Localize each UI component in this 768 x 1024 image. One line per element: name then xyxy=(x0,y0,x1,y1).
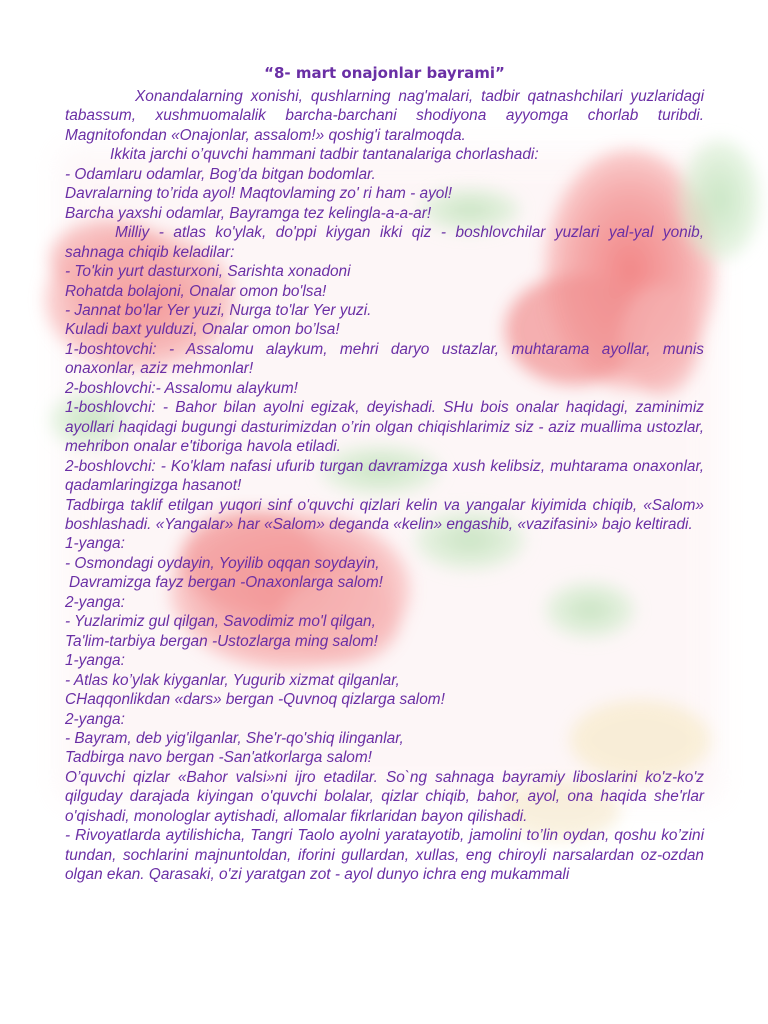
paragraph-heralds: Ikkita jarchi o’quvchi hammani tadbir tantanalariga chorlashadi: xyxy=(110,146,539,164)
salom-verse xyxy=(65,534,704,767)
verse-line: - Odamlaru odamlar, Bog’da bitgan bodomlar. xyxy=(65,165,376,183)
document-body xyxy=(65,62,704,885)
paragraph-legend: - Rivoyatlarda aytilishicha, Tangri Taolo ayolni yaratayotib, jamolini to’lin oydan, qoshu ko’zini tundan, sochlarini majnuntoldan, iforini gullardan, xullas, eng chiroyli narsalardan oz-ozdan olgan ekan. Qarasaki, o'zi yaratgan zot - ayol dunyo ichra eng mukammali xyxy=(65,827,704,884)
verse-line: Ta'lim-tarbiya bergan -Ustozlarga ming salom! xyxy=(65,632,378,650)
speaker-label: 1-yanga: xyxy=(65,652,125,670)
speaker-label: 2-yanga: xyxy=(65,710,125,728)
paragraph-host-2b: 2-boshlovchi: - Ko'klam nafasi ufurib turgan davramizga xush kelibsiz, muhtarama onaxonlar, qadamlaringizga hasanot! xyxy=(65,457,704,495)
paragraph-waltz: O’quvchi qizlar «Bahor valsi»ni ijro etadilar. So`ng sahnaga bayramiy liboslarini ko'z-ko'z qilguday darajada kiyingan o'quvchi bolalar, qizlar chiqib, bahor, ayol, ona haqida she'rlar o'qishadi, monologlar aytishadi, allomalar fikrlaridan bayon qilishadi. xyxy=(65,768,704,825)
verse-line: - Osmondagi oydayin, Yoyilib oqqan soydayin, xyxy=(65,554,380,572)
verse-line: Tadbirga navo bergan -San'atkorlarga salom! xyxy=(65,749,372,767)
verse-line: Barcha yaxshi odamlar, Bayramga tez kelingla-a-a-ar! xyxy=(65,204,432,222)
verse-line: - Jannat bo'lar Yer yuzi, Nurga to'lar Yer yuzi. xyxy=(65,301,372,319)
verse-line: - Yuzlarimiz gul qilgan, Savodimiz mo'l qilgan, xyxy=(65,613,376,631)
speaker-label: 2-yanga: xyxy=(65,593,125,611)
paragraph-host-1b: 1-boshlovchi: - Bahor bilan ayolni egizak, deyishadi. SHu bois onalar haqidagi, zaminimiz ayollari haqidagi bugungi dasturimizdan o’rin olgan chiqishlarimiz siz - aziz muallima ustozlar, mehribon onalar e'tiboriga havola etiladi. xyxy=(65,399,704,456)
paragraph-salom: Tadbirga taklif etilgan yuqori sinf o'quvchi qizlari kelin va yangalar kiyimida chiqib, «Salom» boshlashadi. «Yangalar» har «Salom» deganda «kelin» engashib, «vazifasini» bajo keltiradi. xyxy=(65,496,704,533)
verse-line: CHaqqonlikdan «dars» bergan -Quvnoq qizlarga salom! xyxy=(65,691,445,709)
verse-line: Rohatda bolajoni, Onalar omon bo'lsa! xyxy=(65,282,327,300)
paragraph-host-1: 1-boshtovchi: - Assalomu alaykum, mehri daryo ustazlar, muhtarama ayollar, munis onaxonlar, aziz mehmonlar! xyxy=(65,340,704,378)
hosts-verse xyxy=(65,262,704,340)
herald-verse xyxy=(65,165,704,223)
paragraph-host-2: 2-boshlovchi:- Assalomu alaykum! xyxy=(65,379,298,397)
paragraph-intro: Xonandalarning xonishi, qushlarning nag'malari, tadbir qatnashchilari yuzlaridagi tabassum, xushmuomalalik barcha-barchani shodiyona ayyomga chorlab turibdi. Magnitofondan «Onajonlar, assalom!» qoshig'i taralmoqda. xyxy=(65,88,704,144)
verse-line: - To'kin yurt dasturxoni, Sarishta xonadoni xyxy=(65,263,351,281)
verse-line: Davralarning to’rida ayol! Maqtovlaming zo' ri ham - ayol! xyxy=(65,185,453,203)
paragraph-hosts-enter: Milliy - atlas ko'ylak, do'ppi kiygan ikki qiz - boshlovchilar yuzlari yal-yal yonib, sahnaga chiqib keladilar: xyxy=(65,224,704,261)
speaker-label: 1-yanga: xyxy=(65,535,125,553)
verse-line: Davramizga fayz bergan -Onaxonlarga salom! xyxy=(69,574,383,592)
document-title: “8- mart onajonlar bayrami” xyxy=(264,64,505,82)
verse-line: - Atlas ko’ylak kiyganlar, Yugurib xizmat qilganlar, xyxy=(65,671,400,689)
verse-line: Kuladi baxt yulduzi, Onalar omon bo’lsa! xyxy=(65,321,340,339)
verse-line: - Bayram, deb yig'ilganlar, She'r-qo'shiq ilinganlar, xyxy=(65,729,404,747)
